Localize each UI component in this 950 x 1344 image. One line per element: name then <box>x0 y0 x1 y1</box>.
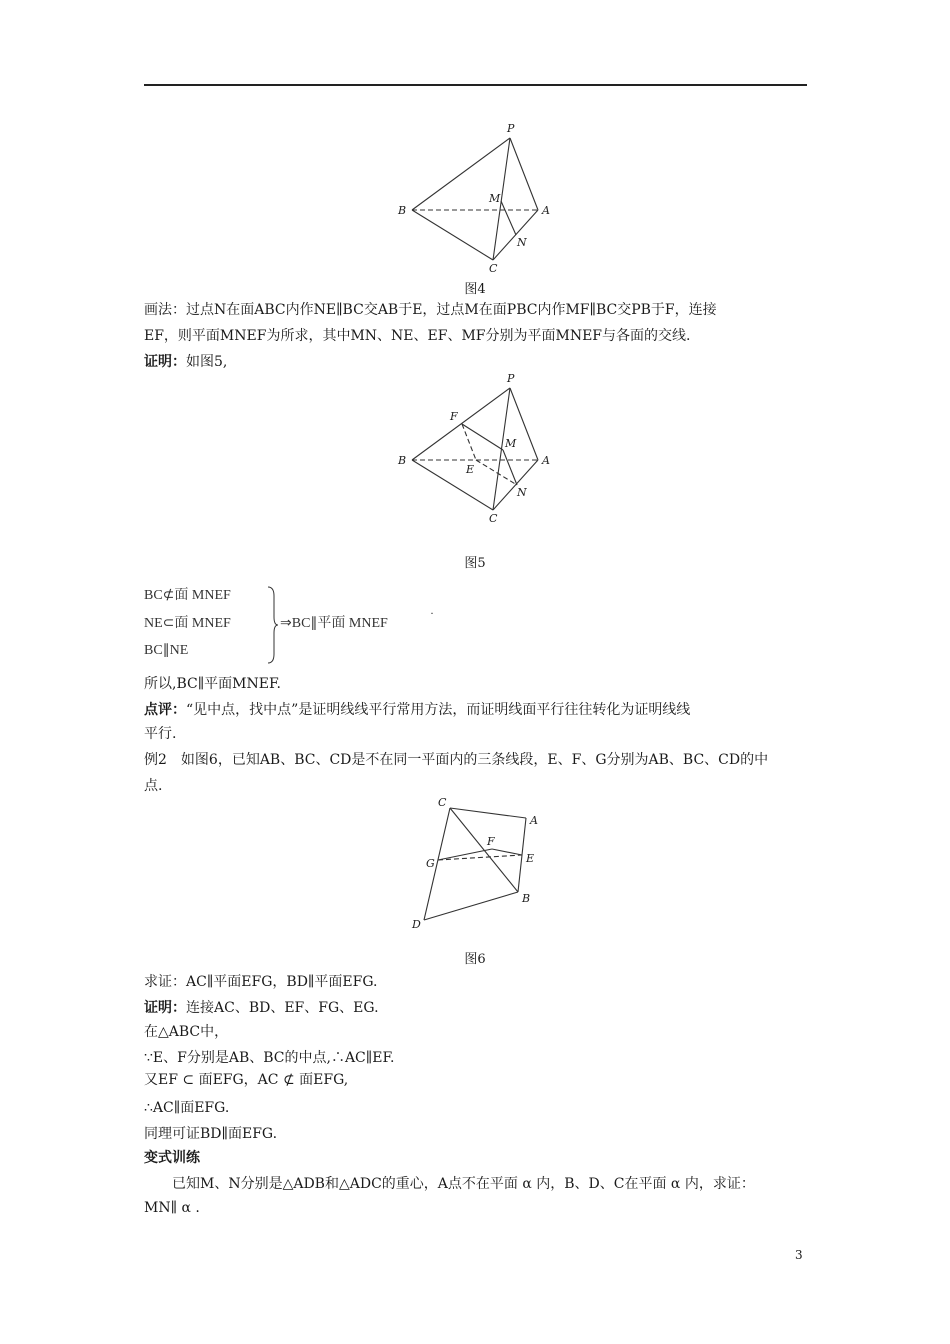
method-line-1: 画法：过点N在面ABC内作NE∥BC交AB于E，过点M在面PBC内作MF∥BC交PB于F，连接 <box>144 302 717 318</box>
label-e: E <box>466 463 475 476</box>
figure-4-diagram <box>390 118 560 278</box>
formula-line-2: NE⊂面 MNEF <box>144 616 231 631</box>
figure-5-diagram <box>390 368 560 528</box>
label-a: A <box>542 204 550 217</box>
proof2-line-6: 同理可证BD∥面EFG. <box>144 1126 278 1142</box>
label-c: C <box>489 262 498 275</box>
example2-line-1: 例2 如图6，已知AB、BC、CD是不在同一平面内的三条线段，E、F、G分别为AB、BC、CD的中 <box>144 752 769 768</box>
label-f: F <box>487 835 495 848</box>
comment-text: “见中点，找中点”是证明线线平行常用方法，而证明线面平行往往转化为证明线线 <box>186 702 691 718</box>
right-brace <box>266 586 280 664</box>
proof2-line-2: 在△ABC中， <box>144 1024 229 1040</box>
proof2-line-4: 又EF ⊂ 面EFG，AC ⊄ 面EFG, <box>144 1072 349 1088</box>
proof2-line-5: ∴AC∥面EFG. <box>144 1100 230 1116</box>
variant-line-1: 已知M、N分别是△ADB和△ADC的重心，A点不在平面 α 内，B、D、C在平面 α 内，求证： <box>144 1176 755 1192</box>
label-c: C <box>438 796 447 809</box>
proof2-text: 连接AC、BD、EF、FG、EG. <box>186 1000 379 1016</box>
method-line-2: EF，则平面MNEF为所求，其中MN、NE、EF、MF分别为平面MNEF与各面的交线. <box>144 328 691 344</box>
formula-line-1: BC⊄面 MNEF <box>144 588 231 603</box>
label-n: N <box>517 486 527 499</box>
variant-title: 变式训练 <box>144 1150 200 1166</box>
figure-6 <box>400 792 560 942</box>
proof2-label: 证明： <box>144 1000 186 1016</box>
figure-5 <box>390 368 560 528</box>
page-number: 3 <box>795 1248 803 1262</box>
label-b: B <box>522 892 531 905</box>
label-a: A <box>530 814 538 827</box>
label-d: D <box>412 918 421 931</box>
example2-line-2: 点. <box>144 778 163 794</box>
conclusion: 所以,BC∥平面MNEF. <box>144 676 281 692</box>
label-b: B <box>398 454 407 467</box>
figure-6-diagram <box>400 792 560 942</box>
figure-4 <box>390 118 560 278</box>
proof2-line-3: ∵E、F分别是AB、BC的中点,∴AC∥EF. <box>144 1050 395 1066</box>
label-m: M <box>505 437 517 450</box>
label-f: F <box>450 410 458 423</box>
comment-line-2: 平行. <box>144 726 177 742</box>
variant-line-2: MN∥ α . <box>144 1200 200 1216</box>
proof-ref: 如图5, <box>186 354 228 370</box>
comment-label: 点评： <box>144 702 186 718</box>
proof-label: 证明： <box>144 354 186 370</box>
label-b: B <box>398 204 407 217</box>
comment-line-1 <box>144 698 808 722</box>
header-rule <box>144 84 807 86</box>
figure-4-caption: 图4 <box>464 282 486 297</box>
label-m: M <box>489 192 501 205</box>
label-c: C <box>489 512 498 525</box>
goal: 求证：AC∥平面EFG，BD∥平面EFG. <box>144 974 378 990</box>
formula-dot: · <box>430 606 434 620</box>
formula-line-3: BC∥NE <box>144 643 189 658</box>
label-p: P <box>507 122 515 135</box>
label-p: P <box>507 372 515 385</box>
figure-6-caption: 图6 <box>464 952 486 967</box>
label-n: N <box>517 236 527 249</box>
label-g: G <box>426 857 435 870</box>
label-e: E <box>526 852 535 865</box>
figure-5-caption: 图5 <box>464 556 486 571</box>
proof2-line-1 <box>144 996 808 1020</box>
formula-result: ⇒BC∥平面 MNEF <box>280 616 388 631</box>
label-a: A <box>542 454 550 467</box>
